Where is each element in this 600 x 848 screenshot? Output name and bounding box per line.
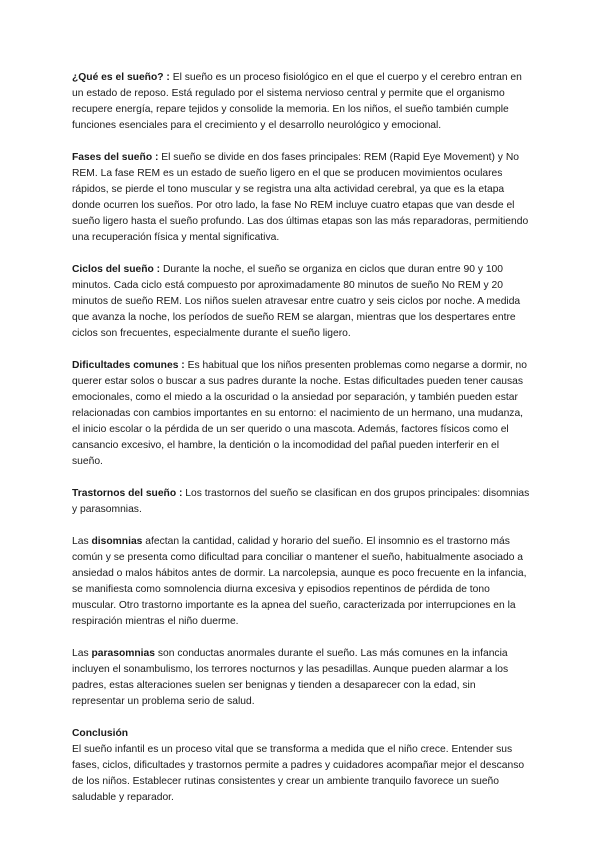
section-heading: Trastornos del sueño : (72, 488, 183, 499)
conclusion-title: Conclusión (72, 728, 129, 739)
paragraph-text: afectan la cantidad, calidad y horario del sueño. El insomnio es el trastorno más común y se presenta como dificultad para conciliar o mantener el sueño, habitualmente asociado a ansiedad o malos hábitos antes de dormir. La narcolepsia, aunque es poco frecuente en la infancia, se manifiesta como somnolencia diurna excesiva y episodios repentinos de pérdida de tono muscular. Otro trastorno importante es la apnea del sueño, caracterizada por interrupciones en la respiración mientras el niño duerme. (72, 536, 527, 627)
section-fases-del-sueno (72, 150, 530, 246)
term-parasomnias: parasomnias (91, 648, 155, 659)
section-heading: ¿Qué es el sueño? : (72, 72, 170, 83)
paragraph-text: son conductas anormales durante el sueño. Las más comunes en la infancia incluyen el sonambulismo, los terrores nocturnos y las pesadillas. Aunque pueden alarmar a los padres, estas alteraciones suelen ser benignas y tienden a desaparecer con la edad, sin representar un problema serio de salud. (72, 648, 509, 707)
section-heading: Ciclos del sueño : (72, 264, 161, 275)
section-dificultades-comunes (72, 358, 530, 470)
term-disomnias: disomnias (91, 536, 143, 547)
section-que-es-el-sueno (72, 70, 530, 134)
section-text: Es habitual que los niños presenten problemas como negarse a dormir, no querer estar solos o buscar a sus padres durante la noche. Estas dificultades pueden tener causas emocionales, como el miedo a la oscuridad o la ansiedad por separación, y también pueden estar relacionadas con cambios importantes en su entorno: el nacimiento de un hermano, una mudanza, el inicio escolar o la pérdida de un ser querido o una mascota. Además, factores físicos como el cansancio excesivo, el hambre, la dentición o la incomodidad del pañal pueden interferir en el sueño. (72, 360, 528, 467)
section-heading: Dificultades comunes : (72, 360, 185, 371)
conclusion-text: El sueño infantil es un proceso vital que se transforma a medida que el niño crece. Entender sus fases, ciclos, dificultades y trastornos permite a padres y cuidadores acompañar mejor el descanso de los niños. Establecer rutinas consistentes y crear un ambiente tranquilo favorece un sueño saludable y reparador. (72, 744, 525, 803)
paragraph-lead: Las (72, 536, 92, 547)
paragraph-parasomnias (72, 646, 530, 710)
paragraph-disomnias (72, 534, 530, 630)
section-text: Durante la noche, el sueño se organiza en ciclos que duran entre 90 y 100 minutos. Cada ciclo está compuesto por aproximadamente 80 minutos de sueño No REM y 20 minutos de sueño REM. Los niños suelen atravesar entre cuatro y seis ciclos por noche. A medida que avanza la noche, los períodos de sueño REM se alargan, mientras que los despertares entre ciclos son frecuentes, especialmente durante el sueño ligero. (72, 264, 521, 339)
section-heading: Fases del sueño : (72, 152, 159, 163)
paragraph-lead: Las (72, 648, 92, 659)
section-trastornos-del-sueno (72, 486, 530, 518)
section-text: Los trastornos del sueño se clasifican en dos grupos principales: disomnias y parasomnias. (72, 488, 530, 515)
section-text: El sueño es un proceso fisiológico en el que el cuerpo y el cerebro entran en un estado de reposo. Está regulado por el sistema nervioso central y permite que el organismo recupere energía, repare tejidos y consolide la memoria. En los niños, el sueño también cumple funciones esenciales para el crecimiento y el desarrollo neurológico y emocional. (72, 72, 522, 131)
section-ciclos-del-sueno (72, 262, 530, 342)
section-text: El sueño se divide en dos fases principales: REM (Rapid Eye Movement) y No REM. La fase REM es un estado de sueño ligero en el que se producen movimientos oculares rápidos, se pierde el tono muscular y se registra una alta actividad cerebral, ya que es la etapa donde ocurren los sueños. Por otro lado, la fase No REM incluye cuatro etapas que van desde el sueño ligero hasta el sueño profundo. Las dos últimas etapas son las más reparadoras, permitiendo una recuperación física y mental significativa. (72, 152, 529, 243)
